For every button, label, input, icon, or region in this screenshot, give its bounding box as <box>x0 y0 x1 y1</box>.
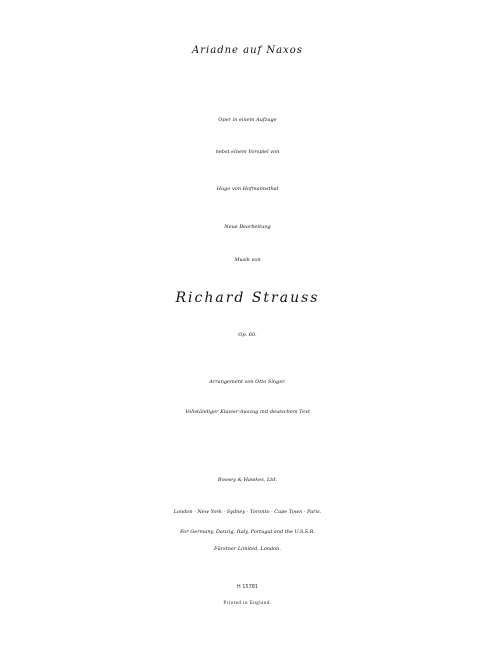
arrangement-credit: Arrangement von Otto Singer. <box>209 379 286 385</box>
opera-title: Ariadne auf Naxos <box>192 45 303 56</box>
publisher-cities: London · New York · Sydney · Toronto · Cape Town · Paris. <box>173 509 322 515</box>
composer-name: Richard Strauss <box>175 290 320 306</box>
new-edition-label: Neue Bearbeitung <box>224 224 271 230</box>
agents-line-2: Fürstner Limited, London. <box>214 546 281 552</box>
agents-line-1: For Germany, Danzig, Italy, Portugal and the U.S.S.R. <box>180 529 315 535</box>
publisher-name: Boosey & Hawkes, Ltd. <box>217 477 278 483</box>
opus-number: Op. 60. <box>238 332 257 338</box>
subtitle-line-1: Oper in einem Aufzuge <box>218 117 277 123</box>
vocal-score-description: Vollständiger Klavier-Auszug mit deutschem Text <box>185 409 310 415</box>
subtitle-line-2: nebst einem Vorspiel von <box>215 149 280 155</box>
plate-number: H 15781 <box>236 584 259 590</box>
printed-in-label: Printed in England. <box>223 601 272 606</box>
librettist-name: Hugo von Hofmannsthal <box>216 186 279 192</box>
music-by-label: Musik von <box>234 257 261 263</box>
